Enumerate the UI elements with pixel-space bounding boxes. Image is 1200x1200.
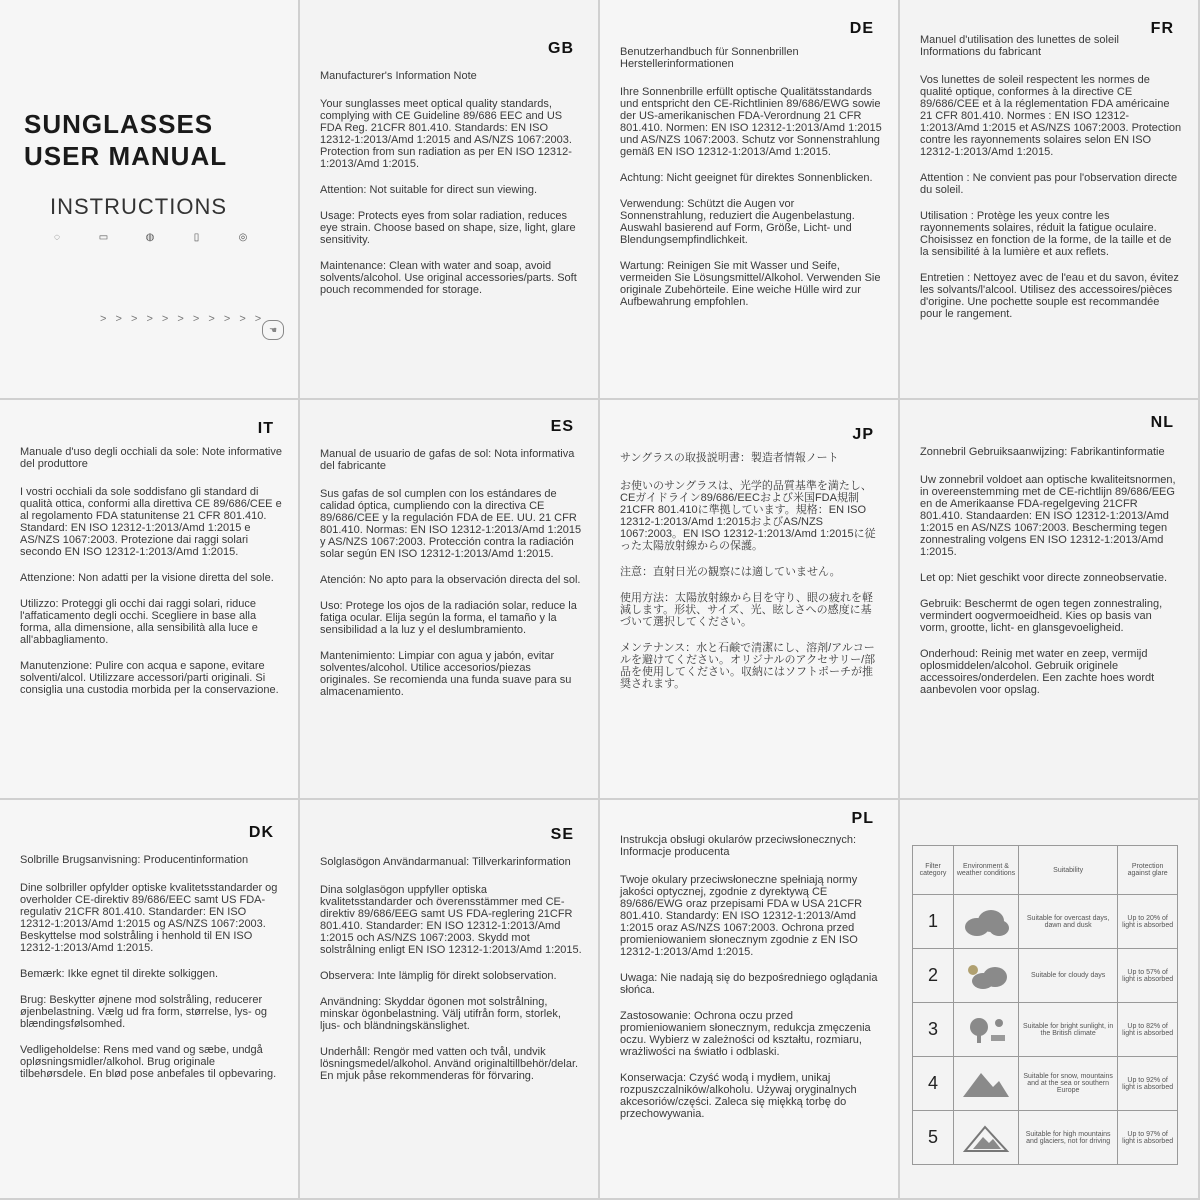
suitability-text: Suitable for snow, mountains and at the sea or southern Europe (1019, 1057, 1118, 1111)
filter-category-table (912, 845, 1178, 1165)
panel-body (20, 854, 282, 1094)
panel-paragraph: Attenzione: Non adatti per la visione diretta del sole. (20, 572, 274, 584)
panel-paragraph: Vedligeholdelse: Rens med vand og sæbe, undgå opløsningsmidler/alkohol. Brug originale tilbehørsdele. En blød pose anbefales til opbevaring. (20, 1044, 277, 1080)
filter-number: 4 (913, 1057, 954, 1111)
panel-se (300, 800, 600, 1200)
panel-title: サングラスの取扱説明書：製造者情報ノート (620, 452, 839, 464)
hand-icon: ☚ (262, 320, 284, 340)
panel-paragraph: 使用方法：太陽放射線から目を守り、眼の疲れを軽減します。形状、サイズ、光、眩しさへの感度に基づいて選択してください。 (620, 592, 873, 628)
panel-paragraph: Zastosowanie: Ochrona oczu przed promieniowaniem słonecznym, redukcja zmęczenia oczu. Wybierz w zależności od kształtu, rozmiaru, wrażliwości na światło i odblaski. (620, 1010, 871, 1058)
suitability-text: Suitable for bright sunlight, in the British climate (1019, 1003, 1118, 1057)
panel-pl (600, 800, 900, 1200)
language-code: DE (849, 20, 874, 37)
panel-paragraph: Mantenimiento: Limpiar con agua y jabón, evitar solventes/alcohol. Utilice accesorios/piezas originales. Se recomienda una funda suave para su almacenamiento. (320, 650, 572, 698)
suitability-text: Suitable for high mountains and glaciers, not for driving (1019, 1111, 1118, 1165)
care-icon: ◎ (238, 232, 248, 243)
glare-text: Up to 20% of light is absorbed (1118, 895, 1178, 949)
panel-body (320, 70, 582, 310)
language-code: FR (1150, 20, 1174, 37)
panel-paragraph: Brug: Beskytter øjnene mod solstråling, reducerer øjenbelastning. Vælg ud fra form, størrelse, lys- og blændingsfølsomhed. (20, 994, 267, 1030)
panel-body (620, 452, 882, 704)
panel-paragraph: Gebruik: Beschermt de ogen tegen zonnestraling, vermindert oogvermoeidheid. Kies op basis van vorm, grootte, licht- en glansgevoeligheid. (920, 598, 1163, 634)
panel-fr (900, 0, 1200, 400)
panel-paragraph: Maintenance: Clean with water and soap, avoid solvents/alcohol. Use original accessories/parts. Soft pouch recommended for storage. (320, 260, 577, 296)
panel-paragraph: Uw zonnebril voldoet aan optische kwaliteitsnormen, in overeenstemming met de CE-richtlijn 89/686/EEG en de Amerikaanse FDA-regelgeving 21CFR 801.410. Standaarden: EN ISO 12312-1:2013/Amd 1:2015 en AS/NZS 1067:2003. Bescherming tegen zonnestraling volgens EN ISO 12312-1:2013/Amd 1:2015. (920, 474, 1176, 558)
panel-gb (300, 0, 600, 400)
panel-de (600, 0, 900, 400)
panel-paragraph: Användning: Skyddar ögonen mot solstrålning, minskar ögonbelastning. Välj utifrån form, storlek, ljus- och bländningskänslighet. (320, 996, 561, 1032)
language-code: GB (548, 40, 574, 57)
water-drop-icon: ◌ (54, 232, 60, 243)
language-code: DK (248, 824, 274, 841)
table-row (913, 1003, 1178, 1057)
cover-page (0, 0, 300, 400)
panel-body (20, 446, 282, 710)
panel-paragraph: Utilizzo: Proteggi gli occhi dai raggi solari, riduce l'affaticamento degli occhi. Scegliere in base alla forma, alla dimensione, alla sensibilità alla luce e all'abbagliamento. (20, 598, 258, 646)
panel-paragraph: Dine solbriller opfylder optiske kvalitetsstandarder og overholder CE-direktiv 89/686/EEC samt US FDA-regulativ 21CFR 801.410. Standarder: EN ISO 12312-1:2013/Amd 1:2015 og AS/NZS 1067:2003. Beskyttelse mod solstråling i henhold til EN ISO 12312-1:2013/Amd 1:2015. (20, 882, 278, 954)
table-header: Protection against glare (1118, 846, 1178, 895)
mountain-icon (954, 1057, 1019, 1111)
sun-cloud-icon (954, 949, 1019, 1003)
panel-title: Manuale d'uso degli occhiali da sole: Note informative del produttore (20, 446, 282, 470)
panel-nl (900, 400, 1200, 800)
cover-title (24, 108, 227, 172)
panel-paragraph: Onderhoud: Reinig met water en zeep, vermijd oplosmiddelen/alcohol. Gebruik originele accessoires/onderdelen. Een zachte hoes wordt aanbevolen voor opslag. (920, 648, 1155, 696)
panel-paragraph: Uwaga: Nie nadają się do bezpośredniego oglądania słońca. (620, 972, 878, 996)
glare-text: Up to 82% of light is absorbed (1118, 1003, 1178, 1057)
table-header: Environment & weather conditions (954, 846, 1019, 895)
table-header-row (913, 846, 1178, 895)
panel-paragraph: Sus gafas de sol cumplen con los estándares de calidad óptica, cumpliendo con la directiva CE 89/686/CEE y la regulación FDA de EE. UU. 21 CFR 801.410. Normas: EN ISO 12312-1:2013/Amd 1:2015 y AS/NZS 1067:2003. Protección contra la radiación solar según EN ISO 12312-1:2013/Amd 1:2015. (320, 488, 582, 560)
panel-paragraph: Achtung: Nicht geeignet für direktes Sonnenblicken. (620, 172, 873, 184)
panel-paragraph: I vostri occhiali da sole soddisfano gli standard di qualità ottica, conformi alla direttiva CE 89/686/CEE e al regolamento FDA statunitense 21 CFR 801.410. Standard: EN ISO 12312-1:2013/Amd 1:2015 e AS/NZS 1067:2003. Protezione dai raggi solari secondo EN ISO 12312-1:2013/Amd 1:2015. (20, 486, 282, 558)
cover-title-line1: SUNGLASSES (24, 109, 214, 139)
panel-body (620, 834, 882, 1134)
panel-title: Manufacturer's Information Note (320, 70, 477, 82)
panel-paragraph: 注意：直射日光の観察には適していません。 (620, 566, 841, 578)
panel-paragraph: Ihre Sonnenbrille erfüllt optische Qualitätsstandards und entspricht den CE-Richtlinien 89/686/EWG sowie der US-amerikanischen FDA-Verordnung 21 CFR 801.410. Normen: EN ISO 12312-1:2013/Amd 1:2015 und AS/NZS 1067:2003. Schutz vor Sonnenstrahlung gemäß EN ISO 12312-1:2013/Amd 1:2015. (620, 86, 882, 158)
case-icon: ▯ (193, 232, 200, 243)
panel-paragraph: Vos lunettes de soleil respectent les normes de qualité optique, conformes à la directive CE 89/686/CEE et à la réglementation FDA américaine 21 CFR 801.410. Normes : EN ISO 12312-1:2013/Amd 1:2015 et AS/NZS 1067:2003. Protection contre les rayonnements solaires selon EN ISO 12312-1:2013/Amd 1:2015. (920, 74, 1182, 158)
table-row (913, 895, 1178, 949)
panel-title: Manuel d'utilisation des lunettes de soleil Informations du fabricant (920, 34, 1119, 58)
panel-paragraph: Your sunglasses meet optical quality standards, complying with CE Guideline 89/686 EEC and US FDA Reg. 21CFR 801.410. Standards: EN ISO 12312-1:2013/Amd 1:2015 and AS/NZS 1067:2003. Protection from sun radiation as per EN ISO 12312-1:2013/Amd 1:2015. (320, 98, 572, 170)
suitability-text: Suitable for overcast days, dawn and dusk (1019, 895, 1118, 949)
panel-paragraph: Attention: Not suitable for direct sun viewing. (320, 184, 538, 196)
panel-paragraph: Entretien : Nettoyez avec de l'eau et du savon, évitez les solvants/l'alcool. Utilisez des accessoires/pièces d'origine. Une pochette souple est recommandée pour le rangement. (920, 272, 1179, 320)
panel-paragraph: Utilisation : Protège les yeux contre les rayonnements solaires, réduit la fatigue oculaire. Choisissez en fonction de la forme, de la taille et de la sensibilité à la lumière et aux reflets. (920, 210, 1172, 258)
panel-paragraph: Twoje okulary przeciwsłoneczne spełniają normy jakości optycznej, zgodnie z dyrektywą CE 89/686/EWG oraz przepisami FDA w USA 21CFR 801.410. Standardy: EN ISO 12312-1:2013/Amd 1:2015 oraz AS/NZS 1067:2003. Ochrona przed promieniowaniem słonecznym zgodnie z EN ISO 12312-1:2013/Amd 1:2015. (620, 874, 863, 958)
language-code: NL (1150, 414, 1174, 431)
panel-body (920, 34, 1182, 334)
panel-body (320, 448, 582, 712)
glare-text: Up to 57% of light is absorbed (1118, 949, 1178, 1003)
table-row (913, 1111, 1178, 1165)
panel-paragraph: Attention : Ne convient pas pour l'observation directe du soleil. (920, 172, 1178, 196)
language-code: SE (550, 826, 574, 843)
panel-paragraph: Usage: Protects eyes from solar radiation, reduces eye strain. Choose based on shape, size, light, glare sensitivity. (320, 210, 576, 246)
panel-title: Benutzerhandbuch für Sonnenbrillen Herstellerinformationen (620, 46, 799, 70)
cover-icon-row (40, 232, 260, 244)
panel-es (300, 400, 600, 800)
filter-number: 3 (913, 1003, 954, 1057)
cover-subtitle: INSTRUCTIONS (50, 194, 227, 219)
lens-icon: ◍ (145, 232, 155, 243)
panel-body (620, 46, 882, 322)
mountain-peak-icon (954, 1111, 1019, 1165)
cover-title-line2: USER MANUAL (24, 141, 228, 171)
panel-paragraph: Verwendung: Schützt die Augen vor Sonnenstrahlung, reduziert die Augenbelastung. Auswahl basierend auf Form, Größe, Licht- und Blendungsempfindlichkeit. (620, 198, 855, 246)
suitability-text: Suitable for cloudy days (1019, 949, 1118, 1003)
table-row (913, 949, 1178, 1003)
tree-sun-icon (954, 1003, 1019, 1057)
cloth-icon: ▭ (98, 232, 109, 243)
filter-number: 5 (913, 1111, 954, 1165)
panel-paragraph: Konserwacja: Czyść wodą i mydłem, unikaj rozpuszczalników/alkoholu. Używaj oryginalnych akcesoriów/części. Zaleca się miękką torbę do przechowywania. (620, 1072, 857, 1120)
panel-paragraph: Atención: No apto para la observación directa del sol. (320, 574, 581, 586)
panel-paragraph: Let op: Niet geschikt voor directe zonneobservatie. (920, 572, 1168, 584)
language-code: IT (257, 420, 274, 437)
language-code: JP (852, 426, 874, 443)
glare-text: Up to 92% of light is absorbed (1118, 1057, 1178, 1111)
table-header: Suitability (1019, 846, 1118, 895)
panel-paragraph: Wartung: Reinigen Sie mit Wasser und Seife, vermeiden Sie Lösungsmittel/Alkohol. Verwenden Sie originale Zubehörteile. Eine weiche Hülle wird zur Aufbewahrung empfohlen. (620, 260, 881, 308)
panel-jp (600, 400, 900, 800)
panel-paragraph: Manutenzione: Pulire con acqua e sapone, evitare solventi/alcol. Utilizzare accessori/parti originali. Si consiglia una custodia morbida per la conservazione. (20, 660, 279, 696)
panel-paragraph: Underhåll: Rengör med vatten och tvål, undvik lösningsmedel/alkohol. Använd originaltillbehör/delar. En mjuk påse rekommenderas för förvaring. (320, 1046, 579, 1082)
panel-paragraph: お使いのサングラスは、光学的品質基準を満たし、CEガイドライン89/686/EECおよび米国FDA規制21CFR 801.410に準拠しています。規格：EN ISO 12312-1:2013/Amd 1:2015およびAS/NZS 1067:2003。EN ISO 12312-1:2013/Amd 1:2015に従った太陽放射線からの保護。 (620, 480, 876, 552)
language-code: ES (550, 418, 574, 435)
glare-text: Up to 97% of light is absorbed (1118, 1111, 1178, 1165)
panel-title: Solbrille Brugsanvisning: Producentinformation (20, 854, 249, 866)
filter-number: 2 (913, 949, 954, 1003)
language-code: PL (851, 810, 874, 827)
cover-arrows: > > > > > > > > > > > (100, 313, 265, 325)
panel-title: Solglasögon Användarmanual: Tillverkarinformation (320, 856, 571, 868)
panel-body (320, 856, 582, 1096)
panel-paragraph: Dina solglasögon uppfyller optiska kvalitetsstandarder och överensstämmer med CE-direktiv 89/686/EEG samt US FDA-reglering 21CFR 801.410. Standarder: EN ISO 12312-1:2013/Amd 1:2015 och AS/NZS 1067:2003. Skydd mot solstrålning enligt EN ISO 12312-1:2013/Amd 1:2015. (320, 884, 582, 956)
filter-number: 1 (913, 895, 954, 949)
panel-title: Zonnebril Gebruiksaanwijzing: Fabrikantinformatie (920, 446, 1165, 458)
panel-it (0, 400, 300, 800)
table-header: Filter category (913, 846, 954, 895)
panel-paragraph: Bemærk: Ikke egnet til direkte solkiggen. (20, 968, 219, 980)
panel-title: Instrukcja obsługi okularów przeciwsłonecznych: Informacje producenta (620, 834, 856, 858)
cloud-icon (954, 895, 1019, 949)
panel-paragraph: Observera: Inte lämplig för direkt solobservation. (320, 970, 557, 982)
panel-body (920, 446, 1182, 710)
panel-title: Manual de usuario de gafas de sol: Nota informativa del fabricante (320, 448, 575, 472)
panel-paragraph: Uso: Protege los ojos de la radiación solar, reduce la fatiga ocular. Elija según la forma, el tamaño y la sensibilidad a la luz y el deslumbramiento. (320, 600, 577, 636)
panel-dk (0, 800, 300, 1200)
table-row (913, 1057, 1178, 1111)
panel-paragraph: メンテナンス：水と石鹸で清潔にし、溶剤/アルコールを避けてください。オリジナルのアクセサリー/部品を使用してください。収納にはソフトポーチが推奨されます。 (620, 642, 876, 690)
